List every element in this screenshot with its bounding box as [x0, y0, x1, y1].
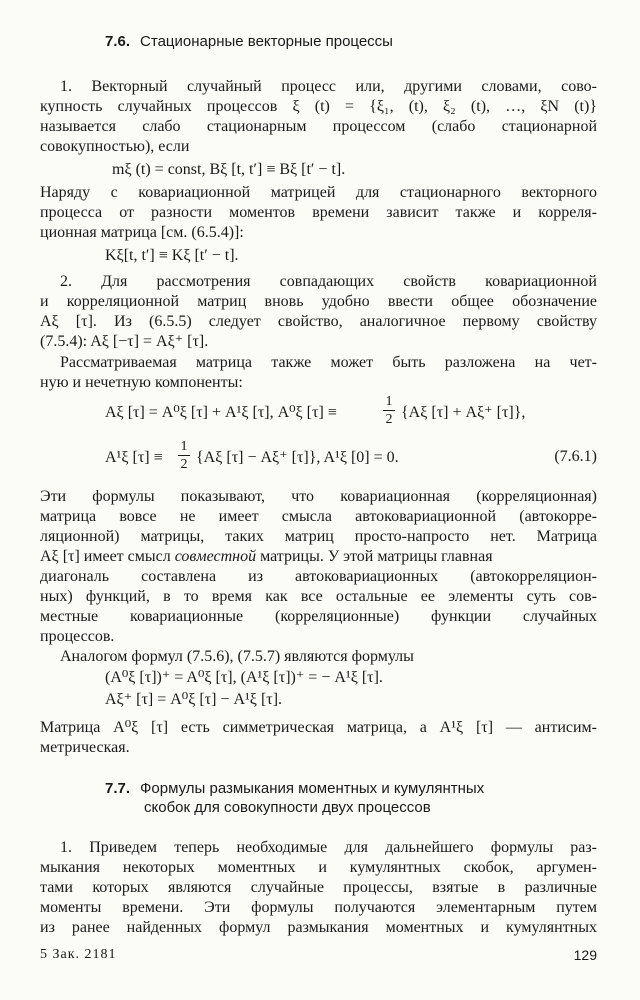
formula: Aξ⁺ [τ] = A⁰ξ [τ] − A¹ξ [τ].: [105, 691, 283, 708]
fraction-numerator: 1: [180, 439, 188, 454]
text-line: ных) функций, в то время как все остальные ее элементы суть сов-: [40, 588, 597, 605]
page-number: 129: [573, 947, 597, 963]
formula: A¹ξ [τ] ≡: [105, 449, 163, 466]
text-line: тами которых являются случайные процессы, взятые в различные: [40, 879, 597, 896]
fraction: [383, 393, 395, 428]
text-line: процесса от разности моментов времени зависит также и корреля-: [40, 204, 597, 221]
text-line: 1. Приведем теперь необходимые для дальнейшего формулы раз-: [60, 839, 597, 856]
text-line: Матрица A⁰ξ [τ] есть симметрическая матрица, а A¹ξ [τ] — антисим-: [40, 719, 597, 736]
text-line: и корреляционной матриц вновь удобно ввести общее обозначение: [40, 293, 597, 310]
text-fragment: матрицы. У этой матрицы главная: [260, 548, 493, 565]
text-line: метрическая.: [40, 739, 130, 756]
section-heading-7-6: 7.6. Стационарные векторные процессы: [105, 33, 393, 50]
text-line: ную и нечетную компоненты:: [40, 374, 243, 391]
fraction: [178, 438, 190, 473]
section-heading-7-7: 7.7. Формулы размыкания моментных и кумулянтных: [105, 780, 485, 797]
text-line: диагональ составлена из автоковариационных (автокорреляцион-: [40, 568, 597, 585]
text-line: моменты времени. Эти формулы получаются элементарным путем: [40, 899, 597, 916]
text-line: (7.5.4): Aξ [−τ] = Aξ⁺ [τ].: [40, 333, 209, 350]
text-line: 1. Векторный случайный процесс или, другими словами, сово-: [60, 78, 597, 95]
text-line: Aξ [τ]. Из (6.5.5) следует свойство, аналогичное первому свойству: [40, 313, 597, 330]
text-line: [40, 547, 597, 567]
text-line: Наряду с ковариационной матрицей для стационарного векторного: [40, 184, 597, 201]
text-line: из ранее найденных формул размыкания моментных и кумулянтных: [40, 919, 597, 936]
text-line: матрица вовсе не имеет смысла автоковариационной (автокорре-: [40, 508, 597, 525]
text-line: ляционной) матрицы, таких матриц просто-напросто нет. Матрица: [40, 528, 597, 545]
emphasis: совместной: [174, 548, 257, 565]
text-line: мыкания некоторых моментных и кумулянтных скобок, аргумен-: [40, 859, 597, 876]
fraction-numerator: 1: [385, 394, 393, 409]
fraction-denominator: 2: [178, 455, 190, 473]
text-line: Рассматриваемая матрица также может быть разложена на чет-: [60, 354, 597, 371]
fraction-denominator: 2: [383, 410, 395, 428]
equation-number: (7.6.1): [554, 448, 597, 465]
formula: Aξ [τ] = A⁰ξ [τ] + A¹ξ [τ], A⁰ξ [τ] ≡: [105, 404, 337, 421]
formula: (A⁰ξ [τ])⁺ = A⁰ξ [τ], (A¹ξ [τ])⁺ = − A¹ξ [τ].: [105, 669, 383, 686]
text-line: Аналогом формул (7.5.6), (7.5.7) являются формулы: [60, 648, 414, 665]
text-fragment: Aξ [τ] имеет смысл: [40, 548, 171, 565]
text-line: называется слабо стационарным процессом (слабо стационарной: [40, 118, 597, 135]
formula: mξ (t) = const, Bξ [t, t′] ≡ Bξ [t′ − t].: [112, 161, 346, 178]
printer-signature: 5 Зак. 2181: [40, 947, 117, 962]
text-line: местные ковариационные (корреляционные) функции случайных: [40, 608, 597, 625]
formula: {Aξ [τ] + Aξ⁺ [τ]},: [401, 404, 526, 421]
text-line: ционная матрица [см. (6.5.4)]:: [40, 224, 244, 241]
section-heading-7-7-line2: скобок для совокупности двух процессов: [144, 799, 431, 816]
text-line: процессов.: [40, 628, 115, 645]
text-line: 2. Для рассмотрения совпадающих свойств ковариационной: [60, 273, 597, 290]
text-line: совокупностью), если: [40, 138, 190, 155]
text-line: Эти формулы показывают, что ковариационная (корреляционная): [40, 488, 597, 505]
text-line: купность случайных процессов ξ (t) = {ξ₁, (t), ξ₂ (t), …, ξN (t)}: [40, 98, 597, 115]
formula: Kξ[t, t′] ≡ Kξ [t′ − t].: [105, 247, 239, 264]
formula: {Aξ [τ] − Aξ⁺ [τ]}, A¹ξ [0] = 0.: [196, 449, 399, 466]
